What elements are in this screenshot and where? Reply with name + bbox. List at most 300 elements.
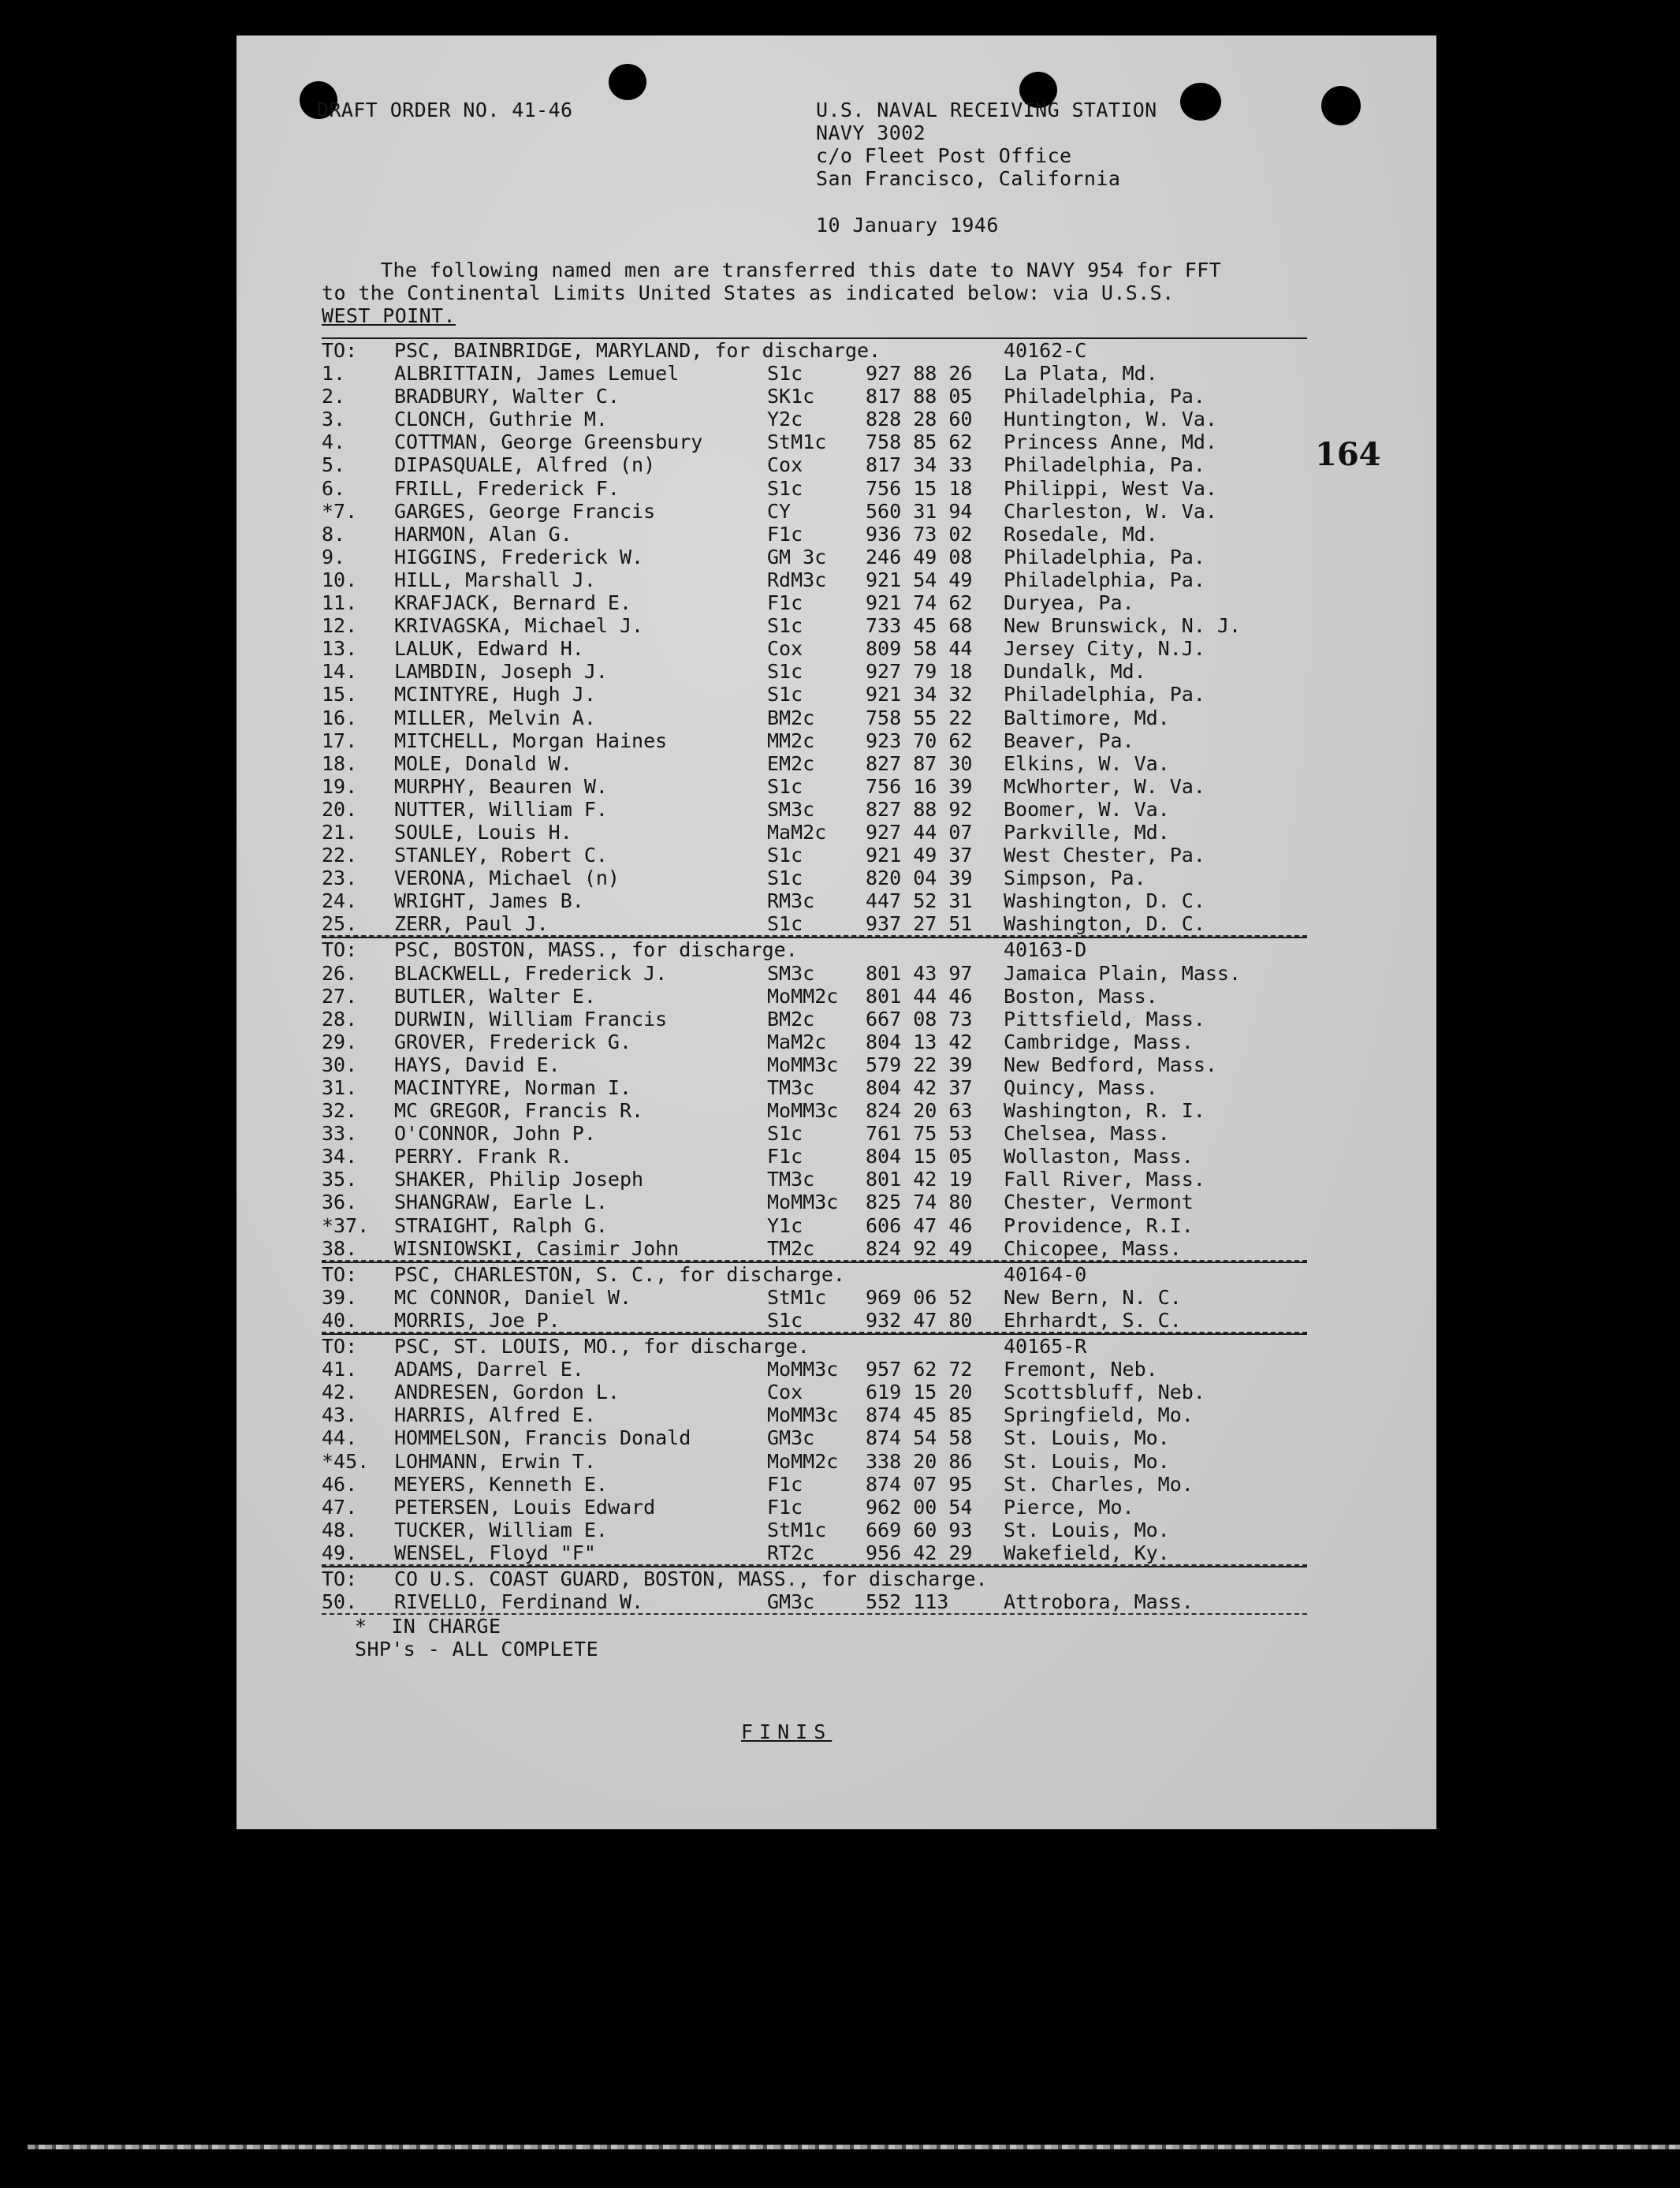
home-address: Springfield, Mo.: [1004, 1403, 1194, 1427]
service-number: 874 45 85: [866, 1403, 973, 1427]
sailor-rate: MoMM2c: [767, 984, 839, 1008]
sailor-rate: TM3c: [767, 1076, 815, 1099]
roster-row: [322, 1008, 1307, 1031]
roster-row: [322, 775, 1307, 798]
roster-row: [322, 1309, 1307, 1333]
entry-number: 18.: [322, 751, 358, 775]
entry-number: 40.: [322, 1308, 358, 1332]
entry-number: 32.: [322, 1099, 358, 1123]
service-number: 809 58 44: [866, 637, 973, 661]
sailor-name: LOHMANN, Erwin T.: [394, 1449, 596, 1473]
service-number: 560 31 94: [866, 499, 973, 523]
sailor-rate: EM2c: [767, 751, 815, 775]
entry-number: 19.: [322, 774, 358, 798]
sailor-rate: StM1c: [767, 1285, 827, 1309]
transfer-roster: [322, 337, 1307, 1615]
entry-number: 35.: [322, 1168, 358, 1191]
sailor-rate: S1c: [767, 362, 803, 386]
home-address: New Bern, N. C.: [1004, 1285, 1182, 1309]
service-number: 828 28 60: [866, 408, 973, 431]
entry-number: 2.: [322, 385, 346, 408]
entry-number: 3.: [322, 408, 346, 431]
entry-number: 47.: [322, 1495, 358, 1519]
home-address: Boomer, W. Va.: [1004, 797, 1170, 821]
roster-row: [322, 683, 1307, 706]
service-number: 447 52 31: [866, 889, 973, 913]
sailor-name: MC GREGOR, Francis R.: [394, 1099, 644, 1123]
sailor-name: CLONCH, Guthrie M.: [394, 408, 608, 431]
sailor-rate: SM3c: [767, 797, 815, 821]
intro-line: The following named men are transferred this date to NAVY 954 for FFT: [381, 259, 1222, 281]
sailor-rate: F1c: [767, 1472, 803, 1496]
destination-row: [322, 337, 1307, 362]
sailor-name: HAYS, David E.: [394, 1053, 561, 1076]
service-number: 667 08 73: [866, 1007, 973, 1031]
destination-text: PSC, BOSTON, MASS., for discharge.: [394, 938, 798, 962]
home-address: Attrobora, Mass.: [1004, 1590, 1194, 1614]
destination-code: 40165-R: [1004, 1335, 1087, 1359]
finis-mark: FINIS: [741, 1720, 833, 1743]
sailor-name: MURPHY, Beauren W.: [394, 774, 608, 798]
entry-number: 28.: [322, 1007, 358, 1031]
home-address: Princess Anne, Md.: [1004, 431, 1217, 454]
sailor-rate: MM2c: [767, 729, 815, 752]
home-address: Dundalk, Md.: [1004, 660, 1146, 684]
entry-number: 29.: [322, 1030, 358, 1053]
sailor-rate: S1c: [767, 912, 803, 936]
address-line: U.S. NAVAL RECEIVING STATION: [816, 99, 1157, 121]
home-address: Philippi, West Va.: [1004, 476, 1217, 500]
home-address: Simpson, Pa.: [1004, 867, 1146, 890]
service-number: 936 73 02: [866, 522, 973, 546]
roster-row: [322, 1099, 1307, 1122]
service-number: 758 55 22: [866, 706, 973, 729]
sailor-name: WENSEL, Floyd "F": [394, 1541, 596, 1564]
sailor-name: COTTMAN, George Greensbury: [394, 431, 703, 454]
destination-row: [322, 1262, 1307, 1286]
sailor-rate: StM1c: [767, 431, 827, 454]
sailor-rate: Y2c: [767, 408, 803, 431]
roster-row: [322, 431, 1307, 453]
roster-row: [322, 1053, 1307, 1076]
service-number: 824 20 63: [866, 1099, 973, 1123]
entry-number: 27.: [322, 984, 358, 1008]
intro-line: to the Continental Limits United States as indicated below: via U.S.S.: [322, 281, 1175, 304]
sailor-rate: S1c: [767, 660, 803, 684]
address-line: San Francisco, California: [816, 167, 1121, 190]
sailor-rate: MaM2c: [767, 820, 827, 844]
service-number: 338 20 86: [866, 1449, 973, 1473]
home-address: West Chester, Pa.: [1004, 844, 1205, 867]
home-address: Washington, D. C.: [1004, 912, 1205, 936]
roster-row: [322, 1473, 1307, 1496]
address-line: NAVY 3002: [816, 121, 926, 144]
roster-row: [322, 1381, 1307, 1403]
entry-number: 20.: [322, 797, 358, 821]
service-number: 817 88 05: [866, 385, 973, 408]
service-number: 927 88 26: [866, 362, 973, 386]
service-number: 801 42 19: [866, 1168, 973, 1191]
home-address: Philadelphia, Pa.: [1004, 385, 1205, 408]
home-address: Huntington, W. Va.: [1004, 408, 1217, 431]
service-number: 761 75 53: [866, 1122, 973, 1146]
entry-number: 13.: [322, 637, 358, 661]
entry-number: 23.: [322, 867, 358, 890]
sailor-rate: RdM3c: [767, 568, 827, 591]
sailor-name: WISNIOWSKI, Casimir John: [394, 1236, 680, 1260]
service-number: 804 15 05: [866, 1145, 973, 1169]
service-number: 804 13 42: [866, 1030, 973, 1053]
entry-number: 1.: [322, 362, 346, 386]
entry-number: 5.: [322, 453, 346, 477]
home-address: Fremont, Neb.: [1004, 1358, 1158, 1381]
home-address: Beaver, Pa.: [1004, 729, 1134, 752]
roster-row: [322, 889, 1307, 912]
roster-row: [322, 453, 1307, 476]
home-address: Philadelphia, Pa.: [1004, 683, 1205, 706]
service-number: 827 88 92: [866, 797, 973, 821]
sailor-name: MACINTYRE, Norman I.: [394, 1076, 632, 1099]
sailor-rate: MoMM3c: [767, 1053, 839, 1076]
sailor-name: MILLER, Melvin A.: [394, 706, 596, 729]
home-address: Fall River, Mass.: [1004, 1168, 1205, 1191]
roster-row: [322, 1031, 1307, 1053]
transfer-intro: [322, 259, 1268, 327]
entry-number: *45.: [322, 1449, 370, 1473]
sailor-name: SHAKER, Philip Joseph: [394, 1168, 644, 1191]
service-number: 733 45 68: [866, 614, 973, 638]
sailor-name: MORRIS, Joe P.: [394, 1308, 561, 1332]
entry-number: 48.: [322, 1518, 358, 1541]
home-address: McWhorter, W. Va.: [1004, 774, 1205, 798]
punch-hole: [1180, 83, 1221, 121]
roster-row: [322, 821, 1307, 844]
service-number: 937 27 51: [866, 912, 973, 936]
roster-row: [322, 362, 1307, 385]
roster-row: [322, 867, 1307, 889]
roster-row: [322, 1286, 1307, 1309]
roster-row: [322, 500, 1307, 523]
home-address: New Bedford, Mass.: [1004, 1053, 1217, 1076]
sailor-rate: MoMM2c: [767, 1449, 839, 1473]
document-date: 10 January 1946: [816, 214, 999, 237]
entry-number: 11.: [322, 591, 358, 615]
service-number: 246 49 08: [866, 545, 973, 568]
entry-number: 30.: [322, 1053, 358, 1076]
sailor-rate: GM3c: [767, 1426, 815, 1450]
service-number: 606 47 46: [866, 1213, 973, 1237]
roster-row: [322, 1590, 1307, 1615]
home-address: Quincy, Mass.: [1004, 1076, 1158, 1099]
home-address: Rosedale, Md.: [1004, 522, 1158, 546]
home-address: Scottsbluff, Neb.: [1004, 1381, 1205, 1404]
draft-order-number: DRAFT ORDER NO. 41-46: [317, 99, 573, 121]
service-number: 874 07 95: [866, 1472, 973, 1496]
intro-line: WEST POINT.: [322, 304, 456, 327]
home-address: St. Charles, Mo.: [1004, 1472, 1194, 1496]
entry-number: 25.: [322, 912, 358, 936]
entry-number: 15.: [322, 683, 358, 706]
sailor-name: STRAIGHT, Ralph G.: [394, 1213, 608, 1237]
film-edge-strip: [28, 2145, 1680, 2149]
sailor-name: LAMBDIN, Joseph J.: [394, 660, 608, 684]
entry-number: 24.: [322, 889, 358, 913]
destination-to: TO:: [322, 1567, 358, 1590]
service-number: 827 87 30: [866, 751, 973, 775]
roster-row: [322, 752, 1307, 775]
roster-row: [322, 591, 1307, 614]
destination-text: CO U.S. COAST GUARD, BOSTON, MASS., for discharge.: [394, 1567, 988, 1590]
service-number: 817 34 33: [866, 453, 973, 477]
service-number: 552 113: [866, 1590, 949, 1614]
service-number: 923 70 62: [866, 729, 973, 752]
destination-to: TO:: [322, 1335, 358, 1359]
entry-number: 49.: [322, 1541, 358, 1564]
punch-hole: [1321, 86, 1361, 125]
sailor-name: MEYERS, Kenneth E.: [394, 1472, 608, 1496]
entry-number: 21.: [322, 820, 358, 844]
service-number: 758 85 62: [866, 431, 973, 454]
roster-row: [322, 962, 1307, 985]
sailor-name: WRIGHT, James B.: [394, 889, 584, 913]
sailor-name: HARRIS, Alfred E.: [394, 1403, 596, 1427]
sailor-name: MCINTYRE, Hugh J.: [394, 683, 596, 706]
sailor-name: TUCKER, William E.: [394, 1518, 608, 1541]
sailor-rate: GM 3c: [767, 545, 827, 568]
sailor-rate: S1c: [767, 1122, 803, 1146]
service-number: 824 92 49: [866, 1236, 973, 1260]
home-address: New Brunswick, N. J.: [1004, 614, 1242, 638]
entry-number: 44.: [322, 1426, 358, 1450]
sailor-name: GROVER, Frederick G.: [394, 1030, 632, 1053]
sailor-rate: S1c: [767, 867, 803, 890]
entry-number: 42.: [322, 1381, 358, 1404]
sailor-name: BRADBURY, Walter C.: [394, 385, 620, 408]
roster-row: [322, 1237, 1307, 1262]
service-number: 756 15 18: [866, 476, 973, 500]
sailor-name: O'CONNOR, John P.: [394, 1122, 596, 1146]
destination-code: 40164-0: [1004, 1262, 1087, 1286]
home-address: Elkins, W. Va.: [1004, 751, 1170, 775]
entry-number: *7.: [322, 499, 358, 523]
sailor-rate: S1c: [767, 774, 803, 798]
entry-number: 43.: [322, 1403, 358, 1427]
home-address: Jersey City, N.J.: [1004, 637, 1205, 661]
home-address: La Plata, Md.: [1004, 362, 1158, 386]
home-address: Duryea, Pa.: [1004, 591, 1134, 615]
roster-row: [322, 385, 1307, 408]
sailor-name: KRIVAGSKA, Michael J.: [394, 614, 644, 638]
sailor-rate: Y1c: [767, 1213, 803, 1237]
entry-number: 10.: [322, 568, 358, 591]
destination-code: 40163-D: [1004, 938, 1087, 962]
roster-row: [322, 1191, 1307, 1213]
sailor-name: MITCHELL, Morgan Haines: [394, 729, 668, 752]
entry-number: 17.: [322, 729, 358, 752]
roster-row: [322, 1145, 1307, 1168]
home-address: Wollaston, Mass.: [1004, 1145, 1194, 1169]
entry-number: 31.: [322, 1076, 358, 1099]
service-number: 927 44 07: [866, 820, 973, 844]
entry-number: 26.: [322, 961, 358, 985]
sailor-rate: GM3c: [767, 1590, 815, 1614]
service-number: 932 47 80: [866, 1308, 973, 1332]
document-page: [237, 35, 1436, 1829]
roster-row: [322, 706, 1307, 729]
service-number: 921 49 37: [866, 844, 973, 867]
sailor-rate: F1c: [767, 1495, 803, 1519]
sailor-name: ADAMS, Darrel E.: [394, 1358, 584, 1381]
roster-row: [322, 844, 1307, 867]
sailor-name: VERONA, Michael (n): [394, 867, 620, 890]
sailor-name: SHANGRAW, Earle L.: [394, 1191, 608, 1214]
entry-number: 34.: [322, 1145, 358, 1169]
roster-row: [322, 1214, 1307, 1237]
entry-number: 14.: [322, 660, 358, 684]
sailor-name: BUTLER, Walter E.: [394, 984, 596, 1008]
roster-row: [322, 660, 1307, 683]
sailor-rate: SK1c: [767, 385, 815, 408]
home-address: Providence, R.I.: [1004, 1213, 1194, 1237]
footnotes: [355, 1615, 598, 1661]
sailor-rate: S1c: [767, 683, 803, 706]
sailor-name: SOULE, Louis H.: [394, 820, 572, 844]
home-address: Parkville, Md.: [1004, 820, 1170, 844]
service-number: 804 42 37: [866, 1076, 973, 1099]
sailor-rate: MaM2c: [767, 1030, 827, 1053]
home-address: Jamaica Plain, Mass.: [1004, 961, 1242, 985]
sailor-rate: F1c: [767, 1145, 803, 1169]
footnote-line: * IN CHARGE: [355, 1615, 501, 1638]
sailor-rate: Cox: [767, 637, 803, 661]
home-address: Pittsfield, Mass.: [1004, 1007, 1205, 1031]
roster-row: [322, 985, 1307, 1008]
sailor-rate: Cox: [767, 453, 803, 477]
roster-row: [322, 523, 1307, 546]
roster-row: [322, 1450, 1307, 1473]
destination-to: TO:: [322, 938, 358, 962]
roster-row: [322, 1541, 1307, 1566]
sailor-name: KRAFJACK, Bernard E.: [394, 591, 632, 615]
sailor-rate: TM2c: [767, 1236, 815, 1260]
service-number: 801 43 97: [866, 961, 973, 985]
entry-number: 36.: [322, 1191, 358, 1214]
sailor-rate: S1c: [767, 476, 803, 500]
sailor-name: PETERSEN, Louis Edward: [394, 1495, 656, 1519]
roster-row: [322, 477, 1307, 500]
footnote-line: SHP's - ALL COMPLETE: [355, 1638, 599, 1661]
sailor-rate: Cox: [767, 1381, 803, 1404]
sailor-rate: F1c: [767, 522, 803, 546]
home-address: Chester, Vermont: [1004, 1191, 1194, 1214]
service-number: 756 16 39: [866, 774, 973, 798]
service-number: 874 54 58: [866, 1426, 973, 1450]
sailor-name: MOLE, Donald W.: [394, 751, 572, 775]
service-number: 825 74 80: [866, 1191, 973, 1214]
entry-number: 33.: [322, 1122, 358, 1146]
home-address: Baltimore, Md.: [1004, 706, 1170, 729]
home-address: Washington, D. C.: [1004, 889, 1205, 913]
home-address: Boston, Mass.: [1004, 984, 1158, 1008]
roster-row: [322, 1496, 1307, 1519]
entry-number: 38.: [322, 1236, 358, 1260]
entry-number: 22.: [322, 844, 358, 867]
roster-row: [322, 614, 1307, 637]
sailor-rate: MoMM3c: [767, 1191, 839, 1214]
sailor-name: HIGGINS, Frederick W.: [394, 545, 644, 568]
service-number: 801 44 46: [866, 984, 973, 1008]
destination-to: TO:: [322, 1262, 358, 1286]
sailor-rate: SM3c: [767, 961, 815, 985]
sailor-name: MC CONNOR, Daniel W.: [394, 1285, 632, 1309]
entry-number: 6.: [322, 476, 346, 500]
destination-code: 40162-C: [1004, 339, 1087, 362]
entry-number: 50.: [322, 1590, 358, 1614]
roster-row: [322, 408, 1307, 431]
sailor-rate: MoMM3c: [767, 1099, 839, 1123]
address-line: c/o Fleet Post Office: [816, 144, 1072, 167]
station-address: [816, 99, 1157, 190]
entry-number: 16.: [322, 706, 358, 729]
sailor-rate: BM2c: [767, 706, 815, 729]
home-address: St. Louis, Mo.: [1004, 1426, 1170, 1450]
roster-row: [322, 1426, 1307, 1449]
home-address: Wakefield, Ky.: [1004, 1541, 1170, 1564]
sailor-name: ANDRESEN, Gordon L.: [394, 1381, 620, 1404]
entry-number: 46.: [322, 1472, 358, 1496]
home-address: Chicopee, Mass.: [1004, 1236, 1182, 1260]
home-address: Philadelphia, Pa.: [1004, 453, 1205, 477]
home-address: Chelsea, Mass.: [1004, 1122, 1170, 1146]
sailor-rate: S1c: [767, 1308, 803, 1332]
home-address: Ehrhardt, S. C.: [1004, 1308, 1182, 1332]
home-address: Cambridge, Mass.: [1004, 1030, 1194, 1053]
entry-number: 12.: [322, 614, 358, 638]
service-number: 579 22 39: [866, 1053, 973, 1076]
entry-number: 8.: [322, 522, 346, 546]
sailor-name: PERRY. Frank R.: [394, 1145, 572, 1169]
roster-row: [322, 798, 1307, 821]
home-address: St. Louis, Mo.: [1004, 1449, 1170, 1473]
punch-hole: [609, 64, 646, 100]
destination-to: TO:: [322, 339, 358, 362]
service-number: 921 54 49: [866, 568, 973, 591]
sailor-rate: S1c: [767, 614, 803, 638]
sailor-name: DURWIN, William Francis: [394, 1007, 668, 1031]
sailor-name: ALBRITTAIN, James Lemuel: [394, 362, 680, 386]
home-address: Pierce, Mo.: [1004, 1495, 1134, 1519]
entry-number: 39.: [322, 1285, 358, 1309]
entry-number: 4.: [322, 431, 346, 454]
sailor-name: NUTTER, William F.: [394, 797, 608, 821]
destination-row: [322, 1333, 1307, 1358]
service-number: 669 60 93: [866, 1518, 973, 1541]
roster-row: [322, 546, 1307, 568]
entry-number: *37.: [322, 1213, 370, 1237]
service-number: 820 04 39: [866, 867, 973, 890]
sailor-rate: TM3c: [767, 1168, 815, 1191]
sailor-rate: CY: [767, 499, 792, 523]
destination-text: PSC, BAINBRIDGE, MARYLAND, for discharge.: [394, 339, 881, 362]
page-number: 164: [1315, 436, 1381, 473]
service-number: 927 79 18: [866, 660, 973, 684]
sailor-name: DIPASQUALE, Alfred (n): [394, 453, 656, 477]
service-number: 956 42 29: [866, 1541, 973, 1564]
sailor-rate: S1c: [767, 844, 803, 867]
roster-row: [322, 568, 1307, 591]
service-number: 921 34 32: [866, 683, 973, 706]
roster-row: [322, 1076, 1307, 1099]
